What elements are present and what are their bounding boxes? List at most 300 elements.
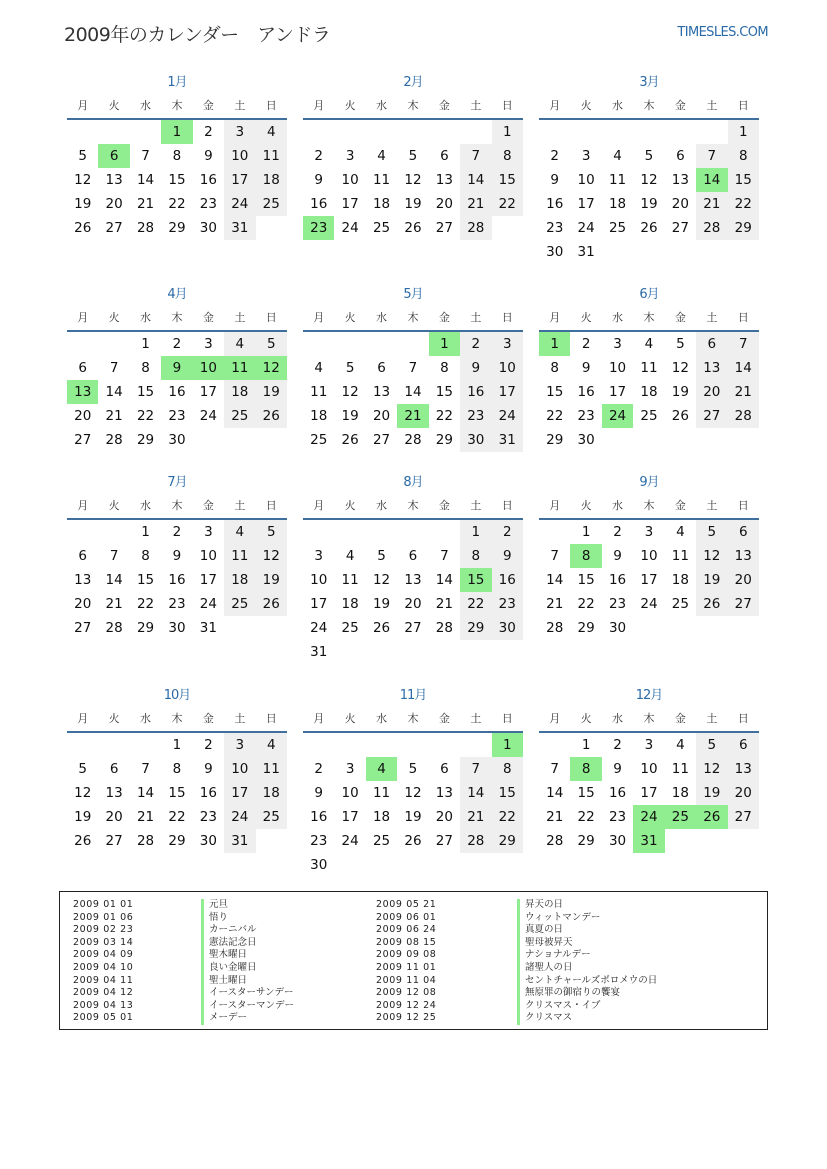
- day-cell: 24: [310, 620, 328, 636]
- day-cell: 9: [204, 761, 213, 777]
- empty-day: [492, 853, 523, 877]
- holiday-name: 憲法記念日: [201, 937, 294, 950]
- weekday-label: 日: [737, 99, 749, 112]
- day-cell: 12: [74, 785, 92, 801]
- day-cell: 5: [345, 360, 355, 376]
- weekday-label: 火: [580, 99, 592, 112]
- week-row: [67, 544, 287, 568]
- week-row: [303, 192, 523, 216]
- day-cell: 25: [310, 432, 328, 448]
- day-cell: 9: [314, 785, 323, 801]
- holiday-date: 2009 05 21: [376, 899, 437, 910]
- empty-day: [665, 120, 696, 144]
- weekday-label: 月: [77, 99, 89, 112]
- empty-day: [334, 520, 365, 544]
- day-cell: 5: [644, 148, 654, 164]
- day-cell: 24: [224, 192, 255, 216]
- day-cell: 25: [256, 192, 287, 216]
- month-name: 8月: [403, 475, 423, 490]
- day-cell: 10: [224, 757, 255, 781]
- day-cell: 26: [341, 432, 359, 448]
- weekday-label: 土: [706, 99, 718, 112]
- day-cell: 17: [492, 380, 523, 404]
- empty-day: [460, 640, 491, 664]
- weekday-label: 木: [171, 712, 183, 725]
- day-cell: 19: [74, 809, 92, 825]
- empty-day: [98, 332, 129, 356]
- day-cell: 29: [460, 616, 491, 640]
- weekday-header: [539, 94, 759, 120]
- day-cell: 31: [492, 428, 523, 452]
- day-cell: 11: [310, 384, 328, 400]
- day-cell: 17: [341, 809, 359, 825]
- empty-day: [665, 428, 696, 452]
- holiday-date: 2009 05 01: [73, 1012, 134, 1024]
- day-cell: 15: [435, 384, 453, 400]
- day-cell: 24: [640, 596, 658, 612]
- empty-day: [602, 240, 633, 264]
- day-cell: 2: [613, 524, 622, 540]
- day-cell: 27: [696, 404, 727, 428]
- day-cell: 25: [665, 805, 696, 829]
- day-cell: 28: [460, 216, 491, 240]
- weekday-label: 火: [108, 499, 120, 512]
- holiday-date: 2009 04 13: [73, 999, 134, 1011]
- day-cell: 12: [372, 572, 391, 588]
- day-cell: 27: [671, 220, 689, 236]
- day-cell: 25: [224, 592, 255, 616]
- day-cell: 16: [168, 384, 186, 400]
- week-row: [303, 332, 523, 356]
- day-cell: 5: [696, 520, 727, 544]
- day-cell: 25: [372, 220, 391, 236]
- day-cell: 30: [310, 857, 328, 873]
- day-cell: 18: [671, 572, 689, 588]
- holiday-date: 2009 06 01: [376, 911, 437, 923]
- weekday-label: 土: [234, 99, 246, 112]
- day-cell: 28: [435, 620, 453, 636]
- weekday-label: 木: [643, 712, 655, 725]
- day-cell: 11: [671, 548, 689, 564]
- empty-day: [303, 733, 334, 757]
- day-cell: 17: [341, 196, 359, 212]
- day-cell: 5: [256, 520, 287, 544]
- day-cell: 28: [546, 833, 564, 849]
- day-cell: 2: [204, 737, 213, 753]
- day-cell: 31: [577, 244, 595, 260]
- empty-day: [492, 216, 523, 240]
- weekday-label: 水: [376, 499, 388, 512]
- weekday-label: 金: [438, 99, 450, 112]
- day-cell: 7: [728, 332, 759, 356]
- day-cell: 2: [460, 332, 491, 356]
- week-row: [539, 404, 759, 428]
- weekday-label: 土: [470, 99, 482, 112]
- weekday-label: 火: [344, 712, 356, 725]
- day-cell: 5: [256, 332, 287, 356]
- day-cell: 24: [492, 404, 523, 428]
- empty-day: [696, 428, 727, 452]
- day-cell: 1: [539, 332, 570, 356]
- day-cell: 2: [172, 336, 182, 352]
- day-cell: 12: [74, 172, 92, 188]
- week-row: [539, 332, 759, 356]
- holiday-name: ウィットマンデー: [517, 912, 657, 925]
- day-cell: 30: [199, 220, 217, 236]
- day-cell: 13: [74, 572, 92, 588]
- day-cell: 15: [136, 572, 155, 588]
- day-cell: 15: [728, 168, 759, 192]
- day-cell: 24: [577, 220, 595, 236]
- day-cell: 8: [570, 757, 601, 781]
- day-cell: 31: [310, 644, 328, 660]
- day-cell: 24: [341, 220, 359, 236]
- weekday-label: 水: [376, 712, 388, 725]
- holiday-date: 2009 01 06: [73, 911, 134, 923]
- day-cell: 24: [199, 596, 217, 612]
- weekday-label: 土: [234, 712, 246, 725]
- holiday-date: 2009 12 24: [376, 999, 437, 1011]
- day-cell: 6: [98, 144, 129, 168]
- empty-day: [303, 332, 334, 356]
- day-cell: 20: [435, 196, 453, 212]
- day-cell: 20: [696, 380, 727, 404]
- weekday-label: 月: [549, 712, 561, 725]
- weekday-label: 日: [737, 712, 749, 725]
- day-cell: 19: [696, 568, 727, 592]
- week-row: [539, 144, 759, 168]
- week-row: [303, 168, 523, 192]
- day-cell: 25: [608, 220, 627, 236]
- week-row: [303, 544, 523, 568]
- weekday-header: [303, 306, 523, 332]
- day-cell: 5: [676, 336, 685, 352]
- empty-day: [539, 733, 570, 757]
- empty-day: [728, 428, 759, 452]
- week-row: [303, 520, 523, 544]
- day-cell: 17: [608, 384, 627, 400]
- empty-day: [397, 520, 428, 544]
- weekday-header: [303, 494, 523, 520]
- holiday-name: 元旦: [201, 899, 294, 912]
- week-row: [539, 428, 759, 452]
- day-cell: 28: [460, 829, 491, 853]
- holiday-name: 聖母被昇天: [517, 937, 657, 950]
- week-row: [539, 616, 759, 640]
- holiday-name: 聖土曜日: [201, 975, 294, 988]
- weekday-label: 金: [202, 499, 214, 512]
- week-row: [303, 757, 523, 781]
- brand-logo[interactable]: TIMESLES.COM: [677, 25, 768, 40]
- day-cell: 29: [435, 432, 453, 448]
- day-cell: 21: [136, 809, 155, 825]
- weekday-label: 水: [140, 712, 152, 725]
- day-cell: 30: [168, 620, 186, 636]
- empty-day: [429, 733, 460, 757]
- empty-day: [256, 216, 287, 240]
- day-cell: 2: [314, 148, 323, 164]
- holiday-date: 2009 08 15: [376, 936, 437, 948]
- day-cell: 27: [105, 833, 123, 849]
- day-cell: 30: [608, 833, 627, 849]
- day-cell: 26: [671, 408, 689, 424]
- week-row: [303, 568, 523, 592]
- day-cell: 17: [199, 384, 217, 400]
- day-cell: 8: [550, 360, 559, 376]
- day-cell: 11: [640, 360, 658, 376]
- empty-day: [665, 829, 696, 853]
- day-cell: 10: [577, 172, 595, 188]
- day-cell: 14: [404, 384, 422, 400]
- day-cell: 20: [105, 809, 123, 825]
- month-name: 12月: [635, 688, 663, 703]
- day-cell: 15: [168, 172, 186, 188]
- day-cell: 25: [224, 404, 255, 428]
- day-cell: 22: [435, 408, 453, 424]
- day-cell: 17: [224, 781, 255, 805]
- week-row: [67, 356, 287, 380]
- weekday-label: 月: [549, 99, 561, 112]
- empty-day: [633, 616, 664, 640]
- day-cell: 7: [460, 757, 491, 781]
- month-name: 4月: [167, 287, 187, 302]
- empty-day: [366, 520, 397, 544]
- day-cell: 8: [492, 757, 523, 781]
- week-row: [67, 520, 287, 544]
- day-cell: 22: [136, 596, 155, 612]
- day-cell: 23: [303, 216, 334, 240]
- day-cell: 1: [141, 524, 150, 540]
- day-cell: 14: [728, 356, 759, 380]
- weekday-label: 金: [438, 712, 450, 725]
- day-cell: 8: [492, 144, 523, 168]
- day-cell: 15: [492, 781, 523, 805]
- day-cell: 29: [136, 432, 155, 448]
- month-7: [67, 472, 287, 640]
- day-cell: 20: [74, 408, 92, 424]
- day-cell: 3: [644, 737, 654, 753]
- month-2: [303, 72, 523, 240]
- week-row: [67, 592, 287, 616]
- day-cell: 22: [460, 592, 491, 616]
- holiday-name: 聖木曜日: [201, 949, 294, 962]
- day-cell: 20: [404, 596, 422, 612]
- weekday-label: 月: [313, 99, 325, 112]
- weekday-label: 火: [344, 311, 356, 324]
- day-cell: 30: [492, 616, 523, 640]
- empty-day: [334, 853, 365, 877]
- day-cell: 15: [546, 384, 564, 400]
- empty-day: [397, 332, 428, 356]
- day-cell: 20: [74, 596, 92, 612]
- day-cell: 27: [105, 220, 123, 236]
- day-cell: 26: [640, 220, 658, 236]
- day-cell: 23: [608, 809, 627, 825]
- day-cell: 23: [608, 596, 627, 612]
- empty-day: [429, 520, 460, 544]
- week-row: [539, 240, 759, 264]
- week-row: [67, 428, 287, 452]
- day-cell: 16: [168, 572, 186, 588]
- holiday-date: 2009 11 04: [376, 974, 437, 986]
- day-cell: 28: [696, 216, 727, 240]
- empty-day: [429, 120, 460, 144]
- holiday-name: 真夏の日: [517, 924, 657, 937]
- day-cell: 26: [404, 220, 422, 236]
- day-cell: 3: [492, 332, 523, 356]
- day-cell: 17: [577, 196, 595, 212]
- day-cell: 20: [728, 568, 759, 592]
- week-row: [67, 216, 287, 240]
- month-name: 7月: [167, 475, 187, 490]
- day-cell: 21: [105, 408, 123, 424]
- day-cell: 16: [199, 785, 217, 801]
- day-cell: 1: [728, 120, 759, 144]
- empty-day: [334, 332, 365, 356]
- weekday-label: 日: [737, 311, 749, 324]
- weekday-label: 水: [612, 311, 624, 324]
- day-cell: 22: [492, 805, 523, 829]
- day-cell: 11: [341, 572, 359, 588]
- empty-day: [130, 120, 161, 144]
- weekday-label: 月: [313, 712, 325, 725]
- weekday-label: 金: [202, 712, 214, 725]
- weekday-label: 月: [77, 311, 89, 324]
- day-cell: 3: [345, 761, 355, 777]
- empty-day: [224, 428, 255, 452]
- month-9: [539, 472, 759, 640]
- day-cell: 17: [224, 168, 255, 192]
- day-cell: 18: [310, 408, 328, 424]
- day-cell: 23: [168, 408, 186, 424]
- holiday-name: 諸聖人の日: [517, 962, 657, 975]
- weekday-label: 土: [706, 311, 718, 324]
- weekday-label: 火: [108, 311, 120, 324]
- day-cell: 31: [633, 829, 664, 853]
- day-cell: 21: [546, 809, 564, 825]
- day-cell: 29: [577, 620, 595, 636]
- day-cell: 24: [341, 833, 359, 849]
- day-cell: 3: [613, 336, 622, 352]
- weekday-label: 水: [376, 311, 388, 324]
- day-cell: 14: [435, 572, 453, 588]
- week-row: [539, 757, 759, 781]
- day-cell: 5: [78, 148, 87, 164]
- weekday-label: 水: [140, 311, 152, 324]
- holiday-name: イースターサンデー: [201, 987, 294, 1000]
- day-cell: 5: [78, 761, 87, 777]
- day-cell: 28: [105, 620, 123, 636]
- holiday-name: イースターマンデー: [201, 1000, 294, 1013]
- weekday-label: 土: [234, 311, 246, 324]
- day-cell: 4: [224, 520, 255, 544]
- day-cell: 21: [105, 596, 123, 612]
- day-cell: 14: [546, 785, 564, 801]
- day-cell: 16: [460, 380, 491, 404]
- empty-day: [696, 616, 727, 640]
- week-row: [67, 332, 287, 356]
- weekday-label: 日: [737, 499, 749, 512]
- day-cell: 24: [633, 805, 664, 829]
- day-cell: 3: [581, 148, 591, 164]
- day-cell: 13: [105, 172, 123, 188]
- day-cell: 24: [199, 408, 217, 424]
- holiday-date: 2009 02 23: [73, 924, 134, 936]
- day-cell: 9: [550, 172, 559, 188]
- day-cell: 22: [168, 809, 186, 825]
- holiday-date: 2009 01 01: [73, 899, 134, 910]
- holiday-dates-right: [376, 899, 436, 1025]
- weekday-header: [67, 94, 287, 120]
- holiday-name: 無原罪の御宿りの饗宴: [517, 987, 657, 1000]
- day-cell: 10: [193, 356, 224, 380]
- day-cell: 30: [577, 432, 595, 448]
- day-cell: 19: [372, 596, 391, 612]
- day-cell: 14: [696, 168, 727, 192]
- day-cell: 5: [696, 733, 727, 757]
- weekday-label: 水: [612, 99, 624, 112]
- day-cell: 14: [105, 572, 123, 588]
- weekday-label: 日: [265, 311, 277, 324]
- weekday-label: 月: [313, 499, 325, 512]
- weekday-label: 日: [265, 99, 277, 112]
- day-cell: 26: [696, 592, 727, 616]
- month-name: 1月: [167, 75, 187, 90]
- week-row: [303, 781, 523, 805]
- day-cell: 3: [314, 548, 323, 564]
- day-cell: 4: [676, 524, 685, 540]
- week-row: [303, 616, 523, 640]
- weekday-label: 火: [108, 99, 120, 112]
- week-row: [303, 428, 523, 452]
- day-cell: 11: [671, 761, 689, 777]
- day-cell: 16: [577, 384, 595, 400]
- day-cell: 16: [492, 568, 523, 592]
- day-cell: 16: [310, 196, 328, 212]
- holiday-date: 2009 12 25: [376, 1012, 437, 1024]
- day-cell: 30: [168, 432, 186, 448]
- weekday-label: 土: [470, 712, 482, 725]
- week-row: [67, 568, 287, 592]
- weekday-label: 木: [407, 712, 419, 725]
- holiday-date: 2009 12 08: [376, 987, 437, 999]
- day-cell: 21: [696, 192, 727, 216]
- weekday-label: 木: [171, 99, 183, 112]
- day-cell: 29: [136, 620, 155, 636]
- day-cell: 20: [105, 196, 123, 212]
- weekday-header: [67, 306, 287, 332]
- day-cell: 13: [404, 572, 422, 588]
- day-cell: 18: [372, 809, 391, 825]
- day-cell: 4: [256, 733, 287, 757]
- day-cell: 16: [199, 172, 217, 188]
- day-cell: 28: [546, 620, 564, 636]
- day-cell: 12: [404, 785, 422, 801]
- weekday-header: [303, 707, 523, 733]
- week-row: [303, 120, 523, 144]
- month-4: [67, 284, 287, 452]
- day-cell: 13: [671, 172, 689, 188]
- empty-day: [67, 520, 98, 544]
- day-cell: 19: [671, 384, 689, 400]
- week-row: [303, 640, 523, 664]
- weekday-label: 日: [265, 499, 277, 512]
- day-cell: 6: [696, 332, 727, 356]
- day-cell: 11: [372, 785, 391, 801]
- weekday-label: 月: [549, 311, 561, 324]
- day-cell: 29: [168, 833, 186, 849]
- day-cell: 18: [640, 384, 658, 400]
